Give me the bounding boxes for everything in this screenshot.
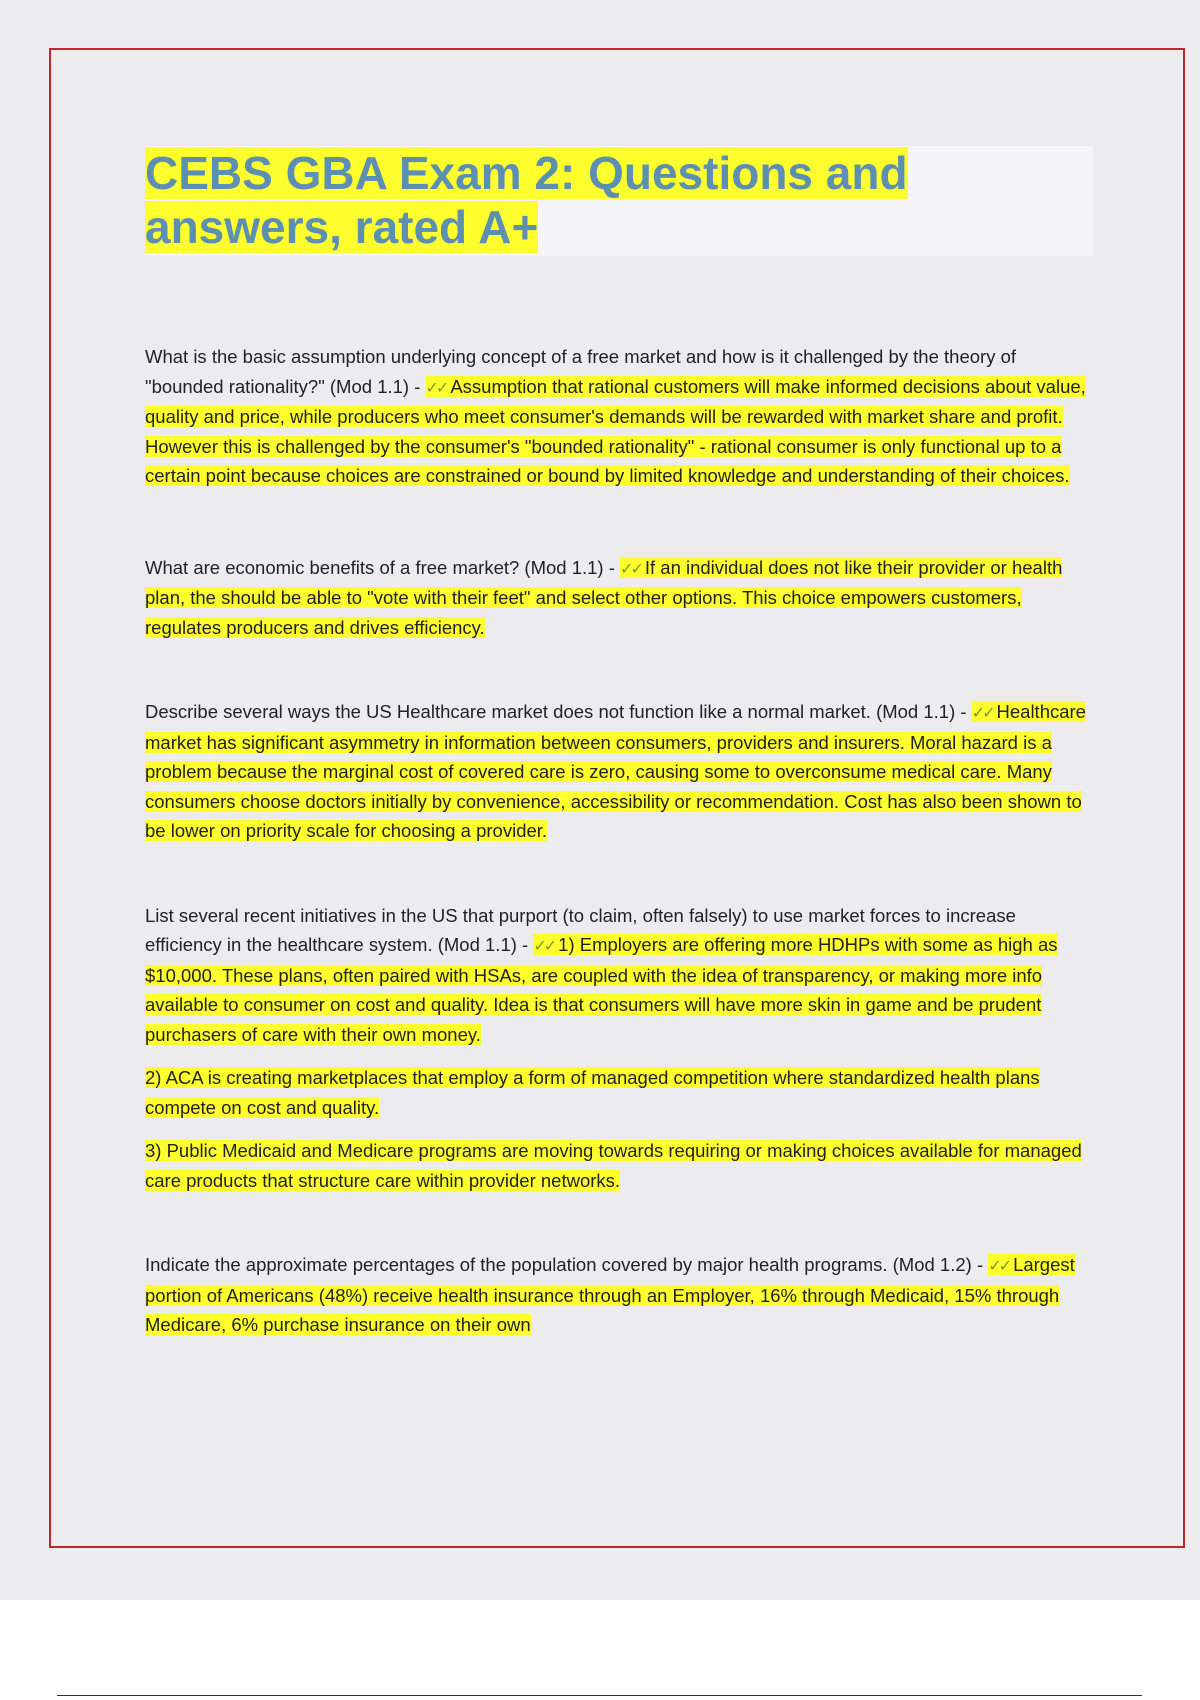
answer-4-point-3: 3) Public Medicaid and Medicare programs are moving towards requiring or making choices available for managed care products that structure care within provider networks. <box>145 1140 1082 1191</box>
double-check-icon: ✓✓ <box>425 377 447 397</box>
title-box <box>145 146 1093 256</box>
question-4: List several recent initiatives in the US that purport (to claim, often falsely) to use market forces to increase efficiency in the healthcare system. (Mod 1.1) - <box>145 904 1016 955</box>
answer-4-continuation-3 <box>145 1136 1093 1195</box>
qa-item-5 <box>145 1250 1093 1340</box>
qa-item-3 <box>145 697 1093 846</box>
question-5: Indicate the approximate percentages of the population covered by major health programs. (Mod 1.2) - <box>145 1254 989 1275</box>
document-content <box>145 146 1093 1340</box>
double-check-icon: ✓✓ <box>533 936 555 955</box>
answer-3: Healthcare market has significant asymmetry in information between consumers, providers and insurers. Moral hazard is a problem because the marginal cost of covered care is zero, causing some to overconsume medical care. Many consumers choose doctors initially by convenience, accessibility or recommendation. Cost has also been shown to be lower on priority scale for choosing a provider. <box>145 701 1086 841</box>
answer-4-point-2: 2) ACA is creating marketplaces that employ a form of managed competition where standardized health plans compete on cost and quality. <box>145 1067 1040 1118</box>
question-2: What are economic benefits of a free market? (Mod 1.1) - <box>145 556 621 578</box>
question-1: What is the basic assumption underlying concept of a free market and how is it challenged by the theory of "bounded rationality?" (Mod 1.1) - <box>145 346 1017 397</box>
answer-2: If an individual does not like their provider or health plan, the should be able to "vote with their feet" and select other options. This choice empowers customers, regulates producers and drives efficiency. <box>145 556 1063 638</box>
double-check-icon: ✓✓ <box>971 703 993 722</box>
answer-4-continuation-2 <box>145 1063 1093 1122</box>
double-check-icon: ✓✓ <box>620 558 641 578</box>
document-title-text: CEBS GBA Exam 2: Questions and answers, rated A+ <box>145 147 908 253</box>
qa-item-2 <box>145 553 1093 643</box>
answer-3-highlight <box>145 701 1086 841</box>
double-check-icon: ✓✓ <box>988 1256 1010 1275</box>
answer-5: Largest portion of Americans (48%) receive health insurance through an Employer, 16% through Medicaid, 15% through Medicare, 6% purchase insurance on their own <box>145 1254 1075 1335</box>
footer-divider <box>57 1695 1142 1696</box>
answer-1: Assumption that rational customers will make informed decisions about value, quality and price, while producers who meet consumer's demands will be rewarded with market share and profit. However this is challenged by the consumer's "bounded rationality" - rational consumer is only functional up to a certain point because choices are constrained or bound by limited knowledge and understanding of their choices. <box>145 375 1086 486</box>
qa-item-4 <box>145 901 1093 1050</box>
answer-4: 1) Employers are offering more HDHPs with some as high as $10,000. These plans, often paired with HSAs, are coupled with the idea of transparency, or making more info available to consumer on cost and quality. Idea is that consumers will have more skin in game and be prudent purchasers of care with their own money. <box>145 934 1058 1045</box>
document-title <box>145 146 975 254</box>
question-3: Describe several ways the US Healthcare market does not function like a normal market. (Mod 1.1) - <box>145 701 972 722</box>
qa-item-1 <box>145 342 1093 491</box>
